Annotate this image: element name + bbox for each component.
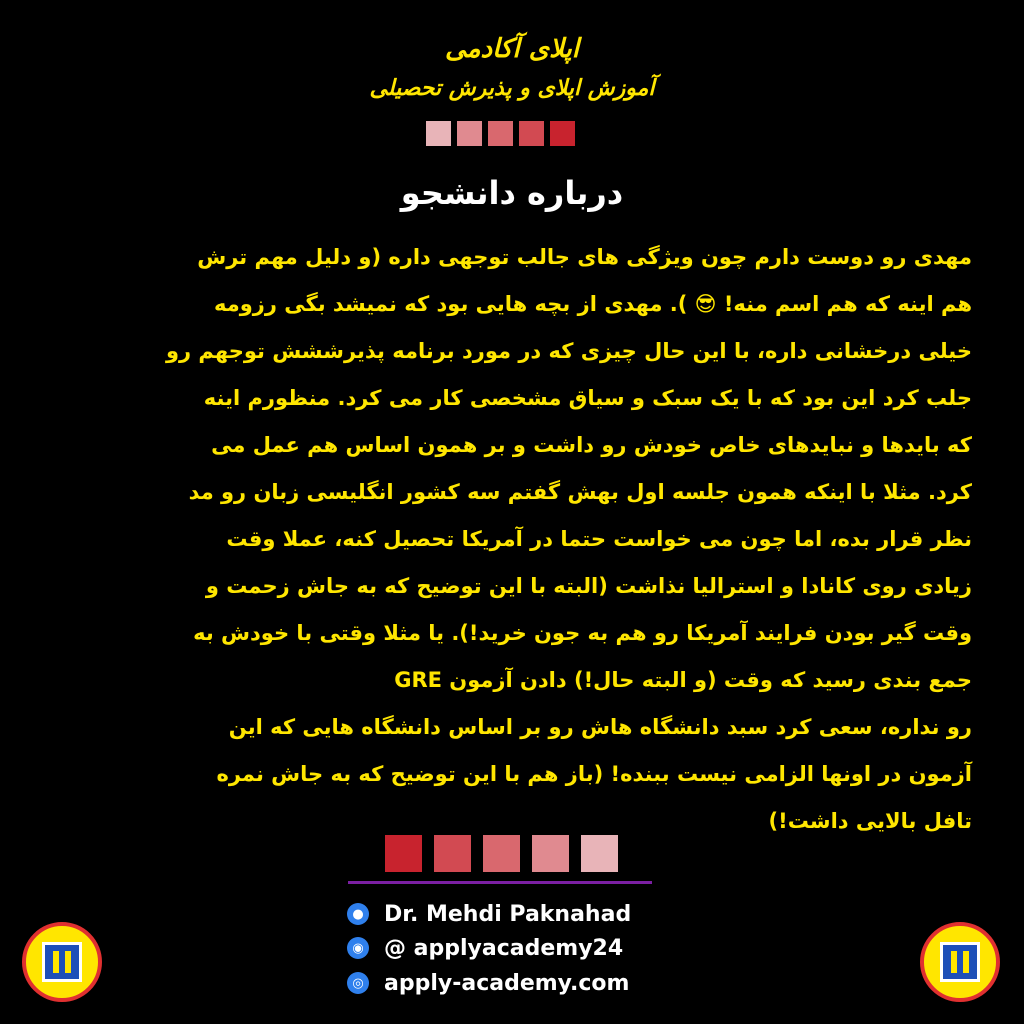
instagram-icon: ◉ xyxy=(347,937,369,959)
user-icon: ● xyxy=(347,903,369,925)
text-line: مهدی رو دوست دارم چون ویژگی های جالب توجهی داره (و دلیل مهم ترش xyxy=(197,245,972,269)
website-link[interactable]: apply-academy.com xyxy=(384,970,630,996)
bottom-color-swatches xyxy=(385,835,618,872)
text-line: خیلی درخشانی داره، با این حال چیزی که در مورد برنامه پذیرششش توجهم رو xyxy=(165,339,972,363)
color-swatch xyxy=(483,835,520,872)
color-swatch xyxy=(532,835,569,872)
text-line: آزمون در اونها الزامی نیست ببنده! (باز هم با این توضیح که به جاش نمره xyxy=(216,762,972,786)
globe-icon: ◎ xyxy=(347,972,369,994)
contact-name-line xyxy=(347,899,631,929)
color-swatch xyxy=(434,835,471,872)
student-description xyxy=(52,234,972,845)
apply-academy-logo-right xyxy=(920,922,1000,1002)
divider xyxy=(348,881,652,884)
top-color-swatches xyxy=(426,121,575,146)
color-swatch xyxy=(519,121,544,146)
brand-subtitle: آموزش اپلای و پذیرش تحصیلی xyxy=(369,76,655,101)
color-swatch xyxy=(385,835,422,872)
contact-instagram-line[interactable] xyxy=(347,933,623,963)
color-swatch xyxy=(426,121,451,146)
color-swatch xyxy=(457,121,482,146)
text-line: رو نداره، سعی کرد سبد دانشگاه هاش رو بر اساس دانشگاه هایی که این xyxy=(228,715,972,739)
text-line: زیادی روی کانادا و استرالیا نذاشت (البته با این توضیح که به جاش زحمت و xyxy=(205,574,972,598)
text-line: وقت گیر بودن فرایند آمریکا رو هم به جون خرید!). یا مثلا وقتی با خودش به xyxy=(193,621,972,645)
color-swatch xyxy=(581,835,618,872)
text-line: کرد. مثلا با اینکه همون جلسه اول بهش گفتم سه کشور انگلیسی زبان رو مد xyxy=(188,480,972,504)
text-line: نظر قرار بده، اما چون می خواست حتما در آمریکا تحصیل کنه، عملا وقت xyxy=(226,527,972,551)
apply-academy-logo-left xyxy=(22,922,102,1002)
color-swatch xyxy=(550,121,575,146)
logo-emblem-icon xyxy=(42,942,82,982)
text-line: جمع بندی رسید که وقت (و البته حال!) دادن آزمون GRE xyxy=(394,668,972,692)
brand-title: اپلای آکادمی xyxy=(444,34,580,64)
text-line: که بایدها و نبایدهای خاص خودش رو داشت و بر همون اساس هم عمل می xyxy=(211,433,972,457)
contact-name: Dr. Mehdi Paknahad xyxy=(384,901,632,927)
contact-website-line[interactable] xyxy=(347,968,629,998)
logo-emblem-icon xyxy=(940,942,980,982)
text-line: جلب کرد این بود که با یک سبک و سیاق مشخصی کار می کرد. منظورم اینه xyxy=(203,386,972,410)
section-title: درباره دانشجو xyxy=(400,174,624,212)
text-line: تافل بالایی داشت!) xyxy=(768,809,972,833)
text-line: هم اینه که هم اسم منه! 😎 ). مهدی از بچه هایی بود که نمیشد بگی رزومه xyxy=(213,292,972,316)
color-swatch xyxy=(488,121,513,146)
instagram-handle[interactable]: @ applyacademy24 xyxy=(384,935,624,961)
